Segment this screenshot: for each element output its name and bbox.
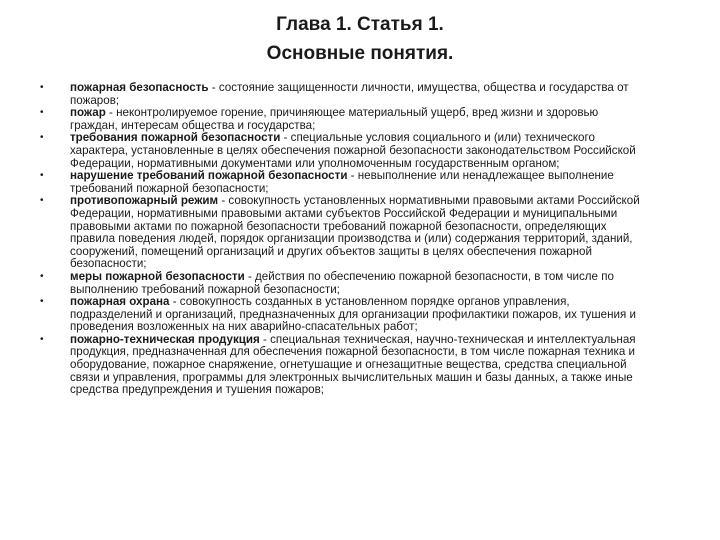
definition-text: - специальные условия социального и (или) технического характера, установленные в целях обеспечения пожарной безопасности законодательством Российской Федерации, нормативными документами или уполномоченным государственным органом; — [70, 131, 636, 170]
definition-item — [40, 271, 640, 296]
bullet-icon: • — [40, 107, 44, 119]
definition-term: меры пожарной безопасности — [70, 269, 245, 283]
definition-term: нарушение требований пожарной безопасности — [70, 169, 348, 183]
bullet-icon: • — [40, 132, 44, 144]
bullet-icon: • — [40, 270, 44, 282]
definition-term: пожарно-техническая продукция — [70, 332, 260, 346]
definition-item — [40, 296, 640, 334]
chapter-heading: Глава 1. Статья 1. — [276, 14, 444, 35]
definition-term: требования пожарной безопасности — [70, 131, 281, 145]
definition-item — [40, 195, 640, 271]
bullet-icon: • — [40, 170, 44, 182]
definition-text: - действия по обеспечению пожарной безопасности, в том числе по выполнению требований пожарной безопасности; — [70, 269, 614, 296]
definition-text: - невыполнение или ненадлежащее выполнение требований пожарной безопасности; — [70, 169, 614, 195]
definition-text: - совокупность установленных нормативными правовыми актами Российской Федерации, нормативными правовыми актами субъектов Российской Федерации и муниципальными правовыми актами по пожарной безопасности требований пожарной безопасности, определяющих правила поведения людей, порядок организации производства и (или) содержания территорий, зданий, сооружений, помещений организаций и других объектов защиты в целях обеспечения пожарной безопасности; — [70, 194, 640, 271]
definitions-list — [40, 82, 640, 397]
bullet-icon: • — [40, 333, 44, 345]
slide-title — [0, 10, 720, 68]
definition-term: пожарная охрана — [70, 295, 170, 309]
definition-text: - специальная техническая, научно-техническая и интеллектуальная продукция, предназначенная для обеспечения пожарной безопасности, в том числе пожарная техника и оборудование, пожарное снаряжение, огнетушащие и огнезащитные вещества, средства специальной связи и управления, программы для электронных вычислительных машин и базы данных, а также иные средства предупреждения и тушения пожаров; — [70, 332, 636, 397]
bullet-icon: • — [40, 82, 44, 93]
bullet-icon: • — [40, 296, 44, 308]
section-heading: Основные понятия. — [266, 43, 454, 64]
definition-item — [40, 107, 640, 132]
bullet-icon: • — [40, 195, 44, 207]
definition-term: противопожарный режим — [70, 194, 219, 208]
definition-term: пожарная безопасность — [70, 81, 209, 94]
definition-text: - состояние защищенности личности, имущества, общества и государства от пожаров; — [70, 81, 629, 107]
definition-text: - совокупность созданных в установленном порядке органов управления, подразделений и организаций, предназначенных для организации профилактики пожаров, их тушения и проведения возложенных на них аварийно-спасательных работ; — [70, 295, 636, 334]
definition-item — [40, 334, 640, 397]
definition-text: - неконтролируемое горение, причиняющее материальный ущерб, вред жизни и здоровью граждан, интересам общества и государства; — [70, 106, 599, 132]
definition-item — [40, 82, 640, 107]
definition-item — [40, 132, 640, 170]
definition-item — [40, 170, 640, 195]
definition-term: пожар — [70, 106, 106, 120]
